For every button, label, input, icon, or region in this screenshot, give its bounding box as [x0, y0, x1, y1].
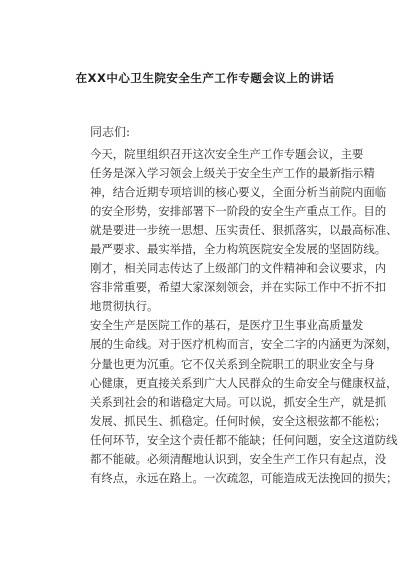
text-line: 都不能破。必须清醒地认识到，安全生产工作只有起点，没 — [90, 451, 387, 466]
text-line: 地贯彻执行。 — [90, 299, 159, 314]
body-text — [90, 145, 398, 488]
text-line: 发展、抓民生、抓稳定。任何时候，安全这根弦都不能松； — [90, 413, 387, 428]
text-line: 最严要求、最实举措，全力构筑医院安全发展的坚固防线。 — [90, 242, 387, 257]
text-line: 任何环节，安全这个责任都不能缺；任何问题，安全这道防线 — [90, 432, 398, 447]
text-line: 今天，院里组织召开这次安全生产工作专题会议，主要 — [90, 147, 364, 161]
text-line: 刚才，相关同志传达了上级部门的文件精神和会议要求，内 — [90, 261, 387, 276]
document-title: 在XX中心卫生院安全生产工作专题会议上的讲话 — [75, 71, 335, 85]
salutation: 同志们: — [90, 125, 131, 139]
text-line: 关系到社会的和谐稳定大局。可以说，抓安全生产，就是抓 — [90, 394, 387, 409]
text-line: 任务是深入学习领会上级关于安全生产工作的最新指示精 — [90, 166, 375, 181]
text-line: 展的生命线。对于医疗机构而言，安全二字的内涵更为深刻， — [90, 337, 398, 352]
text-line: 心健康，更直接关系到广大人民群众的生命安全与健康权益， — [90, 375, 398, 390]
text-line: 神，结合近期专项培训的核心要义，全面分析当前院内面临 — [90, 185, 387, 200]
text-line: 有终点，永远在路上。一次疏忽，可能造成无法挽回的损失； — [90, 470, 398, 485]
text-line: 就是要进一步统一思想、压实责任、狠抓落实，以最高标准、 — [90, 223, 398, 238]
text-line: 分量也更为沉重。它不仅关系到全院职工的职业安全与身 — [90, 356, 375, 371]
text-line: 容非常重要，希望大家深刻领会，并在实际工作中不折不扣 — [90, 280, 387, 295]
text-line: 安全生产是医院工作的基石，是医疗卫生事业高质量发 — [90, 318, 364, 333]
text-line: 的安全形势，安排部署下一阶段的安全生产重点工作。目的 — [90, 204, 387, 219]
